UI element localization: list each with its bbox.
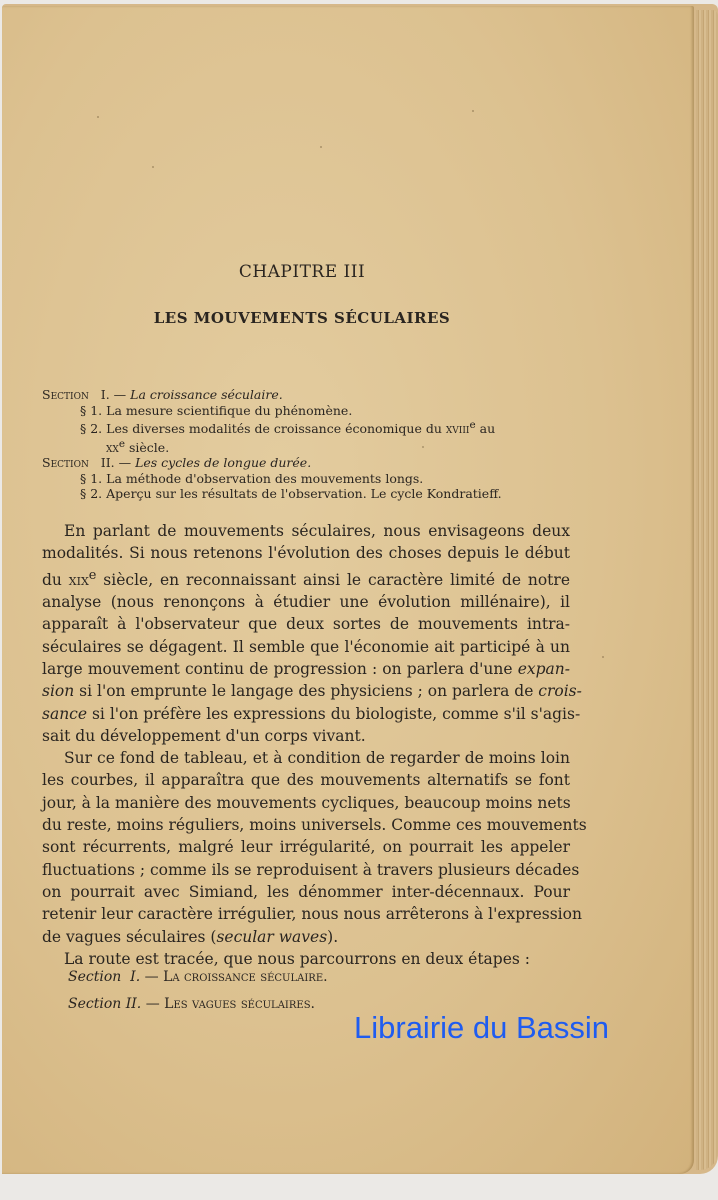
- body-line: modalités. Si nous retenons l'évolution des choses depuis le début: [42, 544, 570, 563]
- book-page-stack: [2, 4, 718, 1174]
- chapter-number: CHAPITRE III: [238, 262, 366, 282]
- italic-run: sance: [42, 704, 88, 723]
- toc-section-2: [42, 455, 502, 471]
- italic-run: sion: [42, 682, 75, 701]
- italic-run: secular waves: [216, 927, 328, 946]
- section-title: Les cycles de longue durée.: [135, 455, 312, 471]
- body-line: [42, 680, 582, 702]
- toc-paragraph: [42, 418, 502, 437]
- outline-title: Les vagues séculaires.: [164, 996, 315, 1012]
- section-label: Section: [42, 455, 89, 471]
- outline-dash: —: [144, 969, 159, 985]
- paragraph-mark: § 2.: [80, 421, 103, 437]
- century-numeral: xx: [106, 439, 119, 455]
- body-line: les courbes, il apparaîtra que des mouvements alternatifs se font: [42, 771, 570, 790]
- body-line: [42, 565, 570, 591]
- outline-item: [68, 991, 328, 1018]
- body-line: du reste, moins réguliers, moins universels. Comme ces mouvements: [42, 816, 587, 835]
- section-numeral: II. —: [100, 455, 132, 471]
- paragraph-text: Aperçu sur les résultats de l'observation. Le cycle Kondratieff.: [106, 486, 502, 502]
- toc-section-1: [42, 387, 502, 403]
- watermark: Librairie du Bassin: [354, 1010, 610, 1045]
- century-numeral: xix: [68, 570, 89, 589]
- toc-paragraph: [42, 486, 502, 502]
- text-run: de vagues séculaires (: [42, 927, 217, 946]
- body-line: on pourrait avec Simiand, les dénommer inter-décennaux. Pour: [42, 882, 570, 901]
- page-edges: [696, 10, 718, 1170]
- body-line: Sur ce fond de tableau, et à condition de regarder de moins loin: [64, 749, 570, 768]
- paragraph-text: Les diverses modalités de croissance économique du: [106, 421, 442, 437]
- text-run: ).: [327, 927, 339, 946]
- outline-item: [68, 964, 328, 991]
- body-line: [42, 658, 570, 680]
- italic-run: crois-: [538, 682, 582, 701]
- text-run: si l'on préfère les expressions du biologiste, comme s'il s'agis-: [87, 704, 581, 723]
- paragraph-mark: § 1.: [80, 470, 103, 486]
- text-run: siècle, en reconnaissant ainsi le caractère limité de notre: [96, 570, 570, 589]
- body-text: [42, 520, 587, 970]
- outline-numeral: I.: [130, 969, 141, 985]
- italic-run: expan-: [517, 659, 570, 678]
- body-line: sont récurrents, malgré leur irrégularité, on pourrait les appeler: [42, 838, 570, 857]
- body-line: analyse (nous renonçons à étudier une évolution millénaire), il: [42, 593, 570, 612]
- text-run: du: [42, 570, 69, 589]
- chapter-title: LES MOUVEMENTS SÉCULAIRES: [153, 309, 451, 327]
- body-line: fluctuations ; comme ils se reproduisent à travers plusieurs décades: [42, 860, 580, 879]
- superscript: e: [118, 437, 125, 450]
- body-line: [42, 703, 581, 725]
- section-title: La croissance séculaire.: [130, 387, 283, 402]
- body-line: séculaires se dégagent. Il semble que l'économie ait participé à un: [42, 637, 570, 656]
- table-of-contents: [42, 387, 502, 502]
- paragraph-text: au: [479, 421, 496, 437]
- text-run: large mouvement continu de progression : on parlera d'une: [42, 659, 518, 678]
- paragraph-mark: § 2.: [80, 486, 103, 502]
- outline-label: Section: [68, 969, 122, 985]
- body-line: [42, 926, 570, 948]
- paragraph-text: siècle.: [128, 439, 170, 455]
- body-line: apparaît à l'observateur que deux sortes de mouvements intra-: [42, 615, 570, 634]
- body-line: sait du développement d'un corps vivant.: [42, 726, 366, 745]
- outline-label: Section: [68, 996, 122, 1012]
- paragraph-text: La méthode d'observation des mouvements longs.: [106, 470, 424, 486]
- section-label: Section: [42, 387, 89, 402]
- toc-paragraph-continuation: [42, 437, 502, 456]
- paragraph-text: La mesure scientifique du phénomène.: [106, 402, 353, 418]
- outline-numeral: II.: [125, 996, 142, 1012]
- outline-dash: —: [145, 996, 160, 1012]
- body-line: jour, à la manière des mouvements cycliques, beaucoup moins nets: [42, 793, 571, 812]
- superscript: e: [469, 419, 476, 431]
- century-numeral: xviii: [445, 421, 470, 437]
- toc-paragraph: [42, 471, 502, 487]
- chapter-outline: [68, 964, 328, 1018]
- body-line: retenir leur caractère irrégulier, nous nous arrêterons à l'expression: [42, 905, 582, 924]
- text-run: si l'on emprunte le langage des physiciens ; on parlera de: [74, 682, 539, 701]
- book-page: [2, 6, 694, 1174]
- toc-paragraph: [42, 403, 502, 419]
- superscript: e: [88, 567, 97, 583]
- paragraph-mark: § 1.: [80, 402, 103, 418]
- body-line: En parlant de mouvements séculaires, nous envisageons deux: [64, 522, 570, 540]
- outline-title: La croissance séculaire.: [163, 969, 328, 985]
- section-numeral: I. —: [100, 387, 127, 402]
- body-line: La route est tracée, que nous parcourrons en deux étapes :: [64, 949, 530, 968]
